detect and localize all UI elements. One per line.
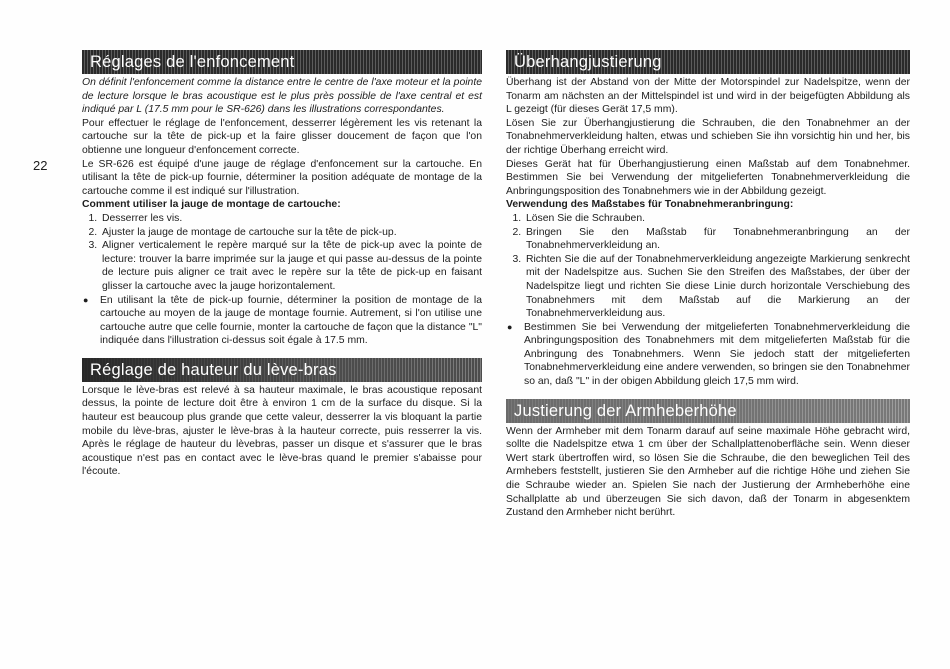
paragraph: Überhang ist der Abstand von der Mitte der Motorspindel zur Nadelspitze, wenn der Tonarm am nächsten an der Mittelspindel ist und wird in der beigefügten Abbildung als L gezeigt (für dieses Gerät 17,5 mm). — [506, 77, 910, 116]
paragraph: Lösen Sie zur Überhangjustierung die Schrauben, die den Tonabnehmer an der Tonabnehmerverkleidung halten, etwas und schieben Sie ihn vorsichtig hin und her, bis der richtige Überhang erreicht wird. — [506, 117, 910, 156]
steps-list — [506, 212, 910, 321]
paragraph: Lorsque le lève-bras est relevé à sa hauteur maximale, le bras acoustique reposant dessus, la pointe de lecture doit être à environ 1 cm de la surface du disque. Si la hauteur est beaucoup plus grande que cette valeur, desserrer la vis bloquant la partie mobile du lève-bras, ajuster le lève-bras à la hauteur correcte, puis resserrer la vis. Après le réglage de hauteur du lèvebras, passer un disque et s'assurer que le bras acoustique n'est pas en contact avec le lève-bras quand le premier s'abaisse pour l'écoute. — [82, 384, 482, 478]
section-heading-leve-bras: Réglage de hauteur du lève-bras — [82, 358, 482, 382]
list-item: 2. Bringen Sie den Maßstab für Tonabnehmeranbringung an der Tonabnehmerverkleidung an. — [524, 226, 910, 253]
section-heading-armheber: Justierung der Armheberhöhe — [506, 399, 910, 423]
section-heading-enfoncement: Réglages de l'enfoncement — [82, 50, 482, 74]
section-heading-ueberhang: Überhangjustierung — [506, 50, 910, 74]
intro-paragraph: On définit l'enfoncement comme la distance entre le centre de l'axe moteur et la pointe de lecture lorsque le bras acoustique est le plus près possible de l'axe central et est indiqué par L (17.5 mm pour le SR-626) dans les illustrations correspondantes. — [82, 77, 482, 116]
left-column — [82, 50, 482, 479]
list-item: 2. Ajuster la jauge de montage de cartouche sur la tête de pick-up. — [100, 226, 482, 240]
bullet-item: ● En utilisant la tête de pick-up fournie, déterminer la position de montage de la cartouche au moyen de la jauge de montage fournie. Autrement, si l'on utilise une cartouche autre que celle fournie, monter la cartouche de façon que la distance "L" indiquée dans l'illustration ci-dessus soit égale à 17.5 mm. — [100, 294, 482, 348]
list-item: 3. Aligner verticalement le repère marqué sur la tête de pick-up avec la pointe de lecture: trouver la barre imprimée sur la jauge et qui passe au-dessus de la pointe de lecture puis aligner ce trait avec le repère sur la tête de pick-up en faisant glisser la cartouche avec la jauge horizontalement. — [100, 239, 482, 293]
list-item: 3. Richten Sie die auf der Tonabnehmerverkleidung angezeigte Markierung senkrecht mit der Nadelspitze aus. Suchen Sie den Streifen des Maßstabes, der über der Nadelspitze liegt und richten Sie diese Linie durch horizontale Verschiebung des Tonabnehmers mit dem Maßstab auf die Markierung an der Tonabnehmerverkleidung aus. — [524, 253, 910, 321]
bullet-list — [82, 294, 482, 348]
bullet-item: ● Bestimmen Sie bei Verwendung der mitgelieferten Tonabnehmerverkleidung die Anbringungsposition des Tonabnehmers mit dem mitgelieferten Maßstab für die Anbringung des Tonabnehmers. Wenn Sie jedoch statt der mitgelieferten Tonabnehmerverkleidung eine andere verwenden, so bringen sie den Tonabnehmer so an, daß "L" in der obigen Abbildung gleich 17,5 mm wird. — [524, 321, 910, 389]
paragraph: Le SR-626 est équipé d'une jauge de réglage d'enfoncement sur la cartouche. En utilisant la tête de pick-up fournie, déterminer la position adéquate de montage de la cartouche comme il est indiqué sur l'illustration. — [82, 158, 482, 197]
steps-list — [82, 212, 482, 294]
list-item: 1. Lösen Sie die Schrauben. — [524, 212, 910, 226]
bullet-list — [506, 321, 910, 389]
subheading: Verwendung des Maßstabes für Tonabnehmeranbringung: — [506, 199, 794, 211]
list-item: 1. Desserrer les vis. — [100, 212, 482, 226]
page-number: 22 — [33, 158, 48, 173]
paragraph: Dieses Gerät hat für Überhangjustierung einen Maßstab auf dem Tonabnehmer. Bestimmen Sie bei Verwendung der mitgelieferten Tonabnehmerverkleidung die Anbringungsposition des Tonabnehmers wie in der Abbildung gezeigt. — [506, 158, 910, 197]
subheading: Comment utiliser la jauge de montage de cartouche: — [82, 199, 341, 211]
paragraph: Wenn der Armheber mit dem Tonarm darauf auf seine maximale Höhe gebracht wird, sollte die Nadelspitze etwa 1 cm über der Schallplattenoberfläche sein. Wenn dieser Wert stark übertroffen wird, so lösen Sie die Schraube, die den beweglichen Teil des Armhebers feststellt, justieren Sie den Armheber auf die richtige Höhe und ziehen Sie die Schraube wieder an. Spielen Sie nach der Justierung der Armheberhöhe eine Schallplatte ab und überzeugen Sie sich davon, daß der Tonarm in abgesenktem Zustand den Armheber nicht berührt. — [506, 425, 910, 519]
paragraph: Pour effectuer le réglage de l'enfoncement, desserrer légèrement les vis retenant la cartouche sur la tête de pick-up et la faire glisser doucement de façon que l'on obtienne une longueur d'enfoncement correcte. — [82, 117, 482, 156]
right-column — [506, 50, 910, 520]
